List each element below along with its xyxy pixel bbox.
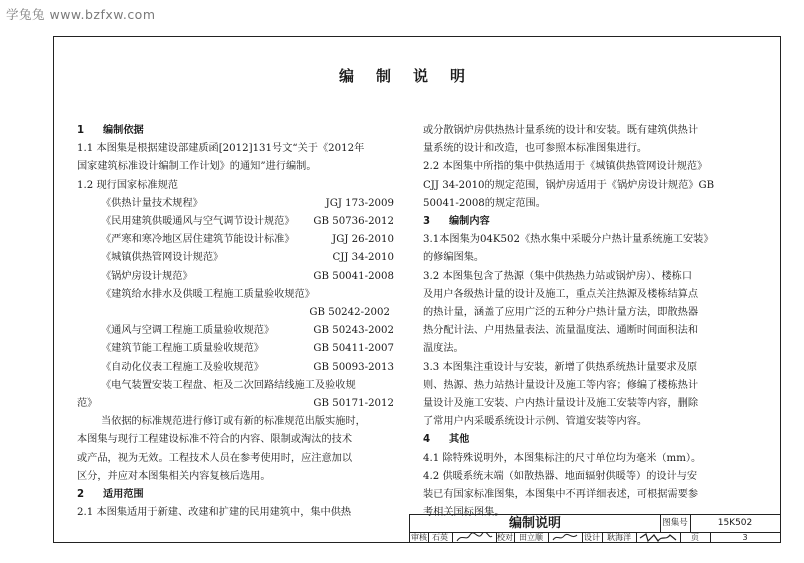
standard-item: 《民用建筑供暖通风与空气调节设计规范》 GB 50736-2012 bbox=[101, 216, 394, 228]
section-number: 1 bbox=[77, 125, 85, 136]
designer-signature bbox=[636, 532, 681, 543]
title-block-name: 编制说明 bbox=[410, 515, 661, 533]
paragraph: 的热计量，涵盖了应用广泛的五种分户热计量方法，即散热器 bbox=[423, 307, 699, 319]
paragraph: 3.3 本图集注重设计与安装，新增了供热系统热计量要求及原 bbox=[423, 361, 698, 373]
standard-item: 《严寒和寒冷地区居住建筑节能设计标准》 JGJ 26-2010 bbox=[101, 234, 394, 246]
page-title: 编制说明 bbox=[338, 67, 487, 85]
section-1-heading bbox=[77, 122, 394, 140]
section-number: 2 bbox=[77, 489, 85, 501]
paragraph: 本图集与现行工程建设标准不符合的内容、限制或淘汰的技术 bbox=[77, 434, 353, 446]
paragraph: 了常用户内采暖系统设计示例、管道安装等内容。 bbox=[423, 416, 648, 428]
paragraph: 2.2 本图集中所指的集中供热适用于《城镇供热管网设计规范》 bbox=[423, 161, 708, 173]
paragraph: 4.1 除特殊说明外，本图集标注的尺寸单位均为毫米（mm）。 bbox=[423, 452, 702, 464]
checker-signature bbox=[548, 532, 583, 543]
paragraph: 1.2 现行国家标准规范 bbox=[77, 179, 178, 191]
paragraph: 量设计及施工安装、户内热计量设计及施工安装等内容，删除 bbox=[423, 398, 699, 410]
paragraph: 当依据的标准规范进行修订或有新的标准规范出版实施时， bbox=[101, 416, 366, 428]
section-number: 3 bbox=[423, 216, 431, 228]
paragraph: 量系统的设计和改造，也可参照本标准图集进行。 bbox=[423, 143, 648, 155]
paragraph: 或产品，视为无效。工程技术人员在参考使用时，应注意加以 bbox=[77, 452, 353, 464]
standard-item: 《锅炉房设计规范》 GB 50041-2008 bbox=[101, 270, 394, 282]
section-number: 4 bbox=[423, 434, 431, 446]
atlas-code: 15K502 bbox=[690, 515, 780, 533]
signature-row bbox=[410, 532, 780, 543]
paragraph: 装已有国家标准图集，本图集中不再详细表述，可根据需要参 bbox=[423, 489, 699, 501]
paragraph: 则、热源、热力站热计量设计及施工等内容；修编了楼栋热计 bbox=[423, 379, 699, 391]
paragraph: 1.1 本图集是根据建设部建质函[2012]131号文“关于《2012年 bbox=[77, 143, 365, 155]
design-label: 设计 bbox=[582, 532, 603, 543]
standard-item: 《供热计量技术规程》 JGJ 173-2009 bbox=[101, 197, 394, 209]
paragraph: CJJ 34-2010的规定范围，锅炉房适用于《锅炉房设计规范》GB bbox=[423, 179, 715, 191]
paragraph: 4.2 供暖系统末端（如散热器、地面辐射供暖等）的设计与安 bbox=[423, 470, 698, 482]
watermark: 学兔兔 www.bzfxw.com bbox=[6, 7, 156, 22]
paragraph: 及用户各级热计量的设计及施工，重点关注热源及楼栋结算点 bbox=[423, 288, 699, 300]
standard-item: 《电气装置安装工程盘、柜及二次回路结线施工及验收规 bbox=[101, 379, 356, 391]
standard-item: 《城镇供热管网设计规范》 CJJ 34-2010 bbox=[101, 252, 394, 264]
paragraph: 50041-2008的规定范围。 bbox=[423, 197, 546, 209]
check-label: 校对 bbox=[497, 533, 513, 542]
section-3-heading bbox=[423, 213, 765, 231]
right-column bbox=[423, 122, 765, 522]
page-label: 页 bbox=[680, 532, 711, 543]
standard-item: 《建筑给水排水及供暖工程施工质量验收规范》 bbox=[101, 288, 315, 300]
designer-name: 耿海洋 bbox=[602, 532, 637, 543]
review-label: 审核 bbox=[411, 533, 427, 542]
paragraph: 3.2 本图集包含了热源（集中供热热力站或锅炉房）、楼栋口 bbox=[423, 270, 693, 282]
section-title: 编制内容 bbox=[449, 216, 490, 228]
section-2-heading bbox=[77, 486, 394, 504]
section-4-heading bbox=[423, 431, 765, 449]
paragraph: 区分，并应对本图集相关内容复核后选用。 bbox=[77, 470, 271, 482]
reviewer-signature bbox=[452, 532, 497, 543]
section-title: 其他 bbox=[449, 434, 470, 446]
paragraph: 国家建筑标准设计编制工作计划》的通知”进行编制。 bbox=[77, 161, 317, 173]
paragraph: 考相关国标图集。 bbox=[423, 507, 505, 519]
standard-code: GB 50242-2002 bbox=[309, 307, 390, 319]
atlas-label: 图集号 bbox=[660, 515, 691, 533]
checker-name: 田立顺 bbox=[514, 532, 549, 543]
page-number: 3 bbox=[742, 533, 748, 542]
paragraph: 的修编图集。 bbox=[423, 252, 485, 264]
paragraph: 或分散锅炉房供热热计量系统的设计和安装。既有建筑供热计 bbox=[423, 125, 699, 136]
standard-item: 《建筑节能工程施工质量验收规范》 GB 50411-2007 bbox=[101, 343, 394, 355]
section-title: 适用范围 bbox=[103, 489, 144, 501]
standard-item: 《通风与空调工程施工质量验收规范》 GB 50243-2002 bbox=[101, 325, 394, 337]
paragraph: 温度法。 bbox=[423, 343, 464, 355]
paragraph: 3.1本图集为04K502《热水集中采暖分户热计量系统施工安装》 bbox=[423, 234, 714, 246]
section-title: 编制依据 bbox=[103, 125, 144, 136]
standard-item: 范》 GB 50171-2012 bbox=[77, 398, 394, 410]
reviewer-name: 石英 bbox=[428, 532, 453, 543]
paragraph: 2.1 本图集适用于新建、改建和扩建的民用建筑中，集中供热 bbox=[77, 507, 352, 519]
title-block bbox=[409, 514, 781, 543]
standard-item: 《自动化仪表工程施工及验收规范》 GB 50093-2013 bbox=[101, 361, 394, 373]
paragraph: 热分配计法、户用热量表法、流量温度法、通断时间面积法和 bbox=[423, 325, 699, 337]
left-column bbox=[77, 122, 394, 522]
